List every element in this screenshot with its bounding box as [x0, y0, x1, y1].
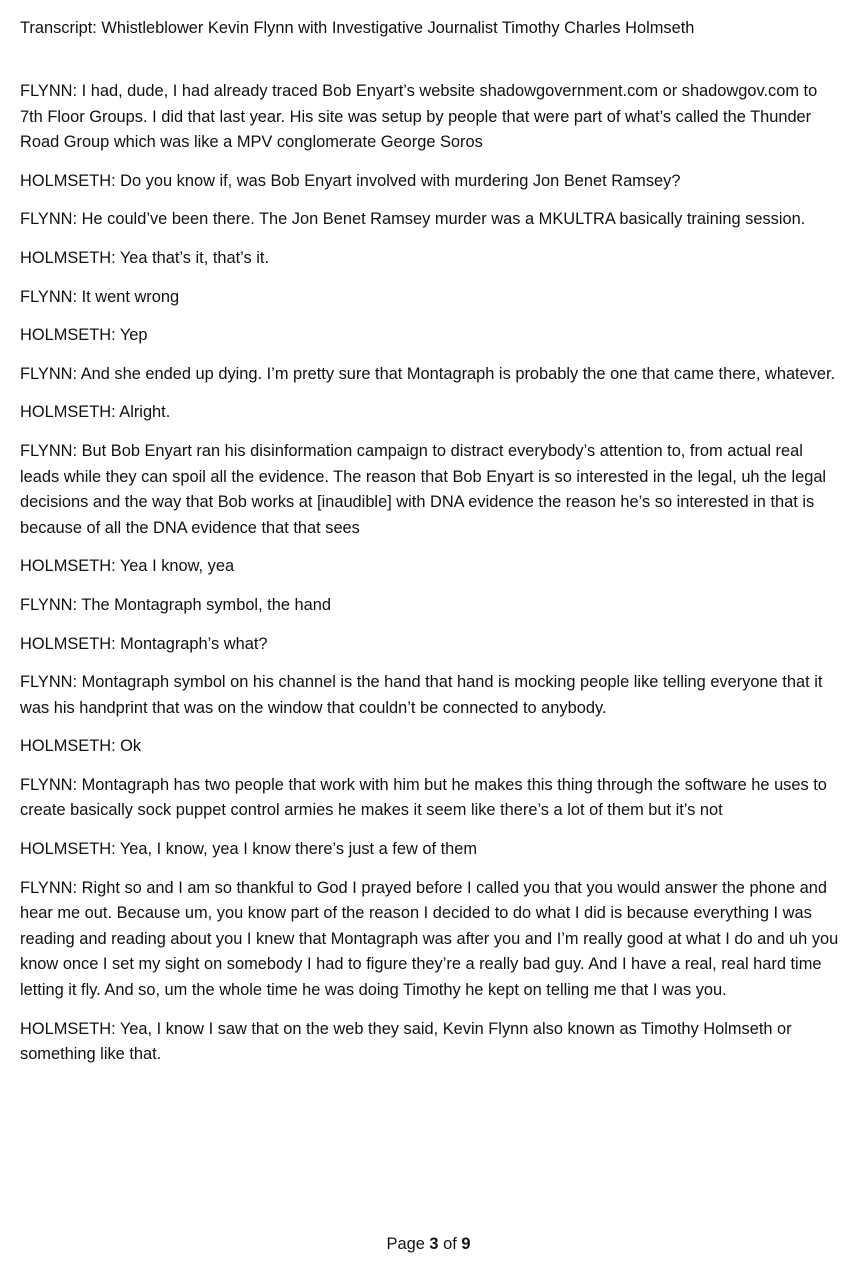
transcript-page — [20, 16, 842, 1081]
transcript-entry: HOLMSETH: Yep — [20, 326, 148, 345]
transcript-entry: HOLMSETH: Yea, I know I saw that on the web they said, Kevin Flynn also known as Timothy Holmseth or something like that. — [20, 1019, 792, 1064]
transcript-entry: FLYNN: Right so and I am so thankful to God I prayed before I called you that you would answer the phone and hear me out. Because um, you know part of the reason I decided to do what I did is because everything I was reading and reading about you I knew that Montagraph was after you and I’m really good at what I do and uh you know once I set my sight on somebody I had to figure they’re a really bad guy. And I have a real, real hard time letting it fly. And so, um the whole time he was doing Timothy he kept on telling me that I was you. — [20, 878, 839, 1000]
transcript-entry: FLYNN: I had, dude, I had already traced Bob Enyart’s website shadowgovernment.com or shadowgov.com to 7th Floor Groups. I did that last year. His site was setup by people that were part of what’s called the Thunder Road Group which was like a MPV conglomerate George Soros — [20, 82, 818, 152]
transcript-entry: FLYNN: Montagraph symbol on his channel is the hand that hand is mocking people like telling everyone that it was his handprint that was on the window that couldn’t be connected to anybody. — [20, 673, 823, 717]
transcript-entry: HOLMSETH: Do you know if, was Bob Enyart involved with murdering Jon Benet Ramsey? — [20, 171, 681, 190]
transcript-entry: HOLMSETH: Yea that’s it, that’s it. — [20, 248, 270, 267]
page-number-footer — [0, 1233, 857, 1255]
total-pages-number: 9 — [461, 1235, 471, 1253]
transcript-entry: FLYNN: The Montagraph symbol, the hand — [20, 595, 331, 614]
transcript-entry: HOLMSETH: Alright. — [20, 403, 171, 422]
transcript-entry: FLYNN: Montagraph has two people that work with him but he makes this thing through the software he uses to create basically sock puppet control armies he makes it seem like there’s a lot of them but it’s not — [20, 775, 827, 820]
current-page-number: 3 — [429, 1235, 439, 1253]
transcript-entry: FLYNN: And she ended up dying. I’m pretty sure that Montagraph is probably the one that came there, whatever. — [20, 364, 836, 383]
of-word: of — [443, 1235, 457, 1253]
transcript-entry: FLYNN: But Bob Enyart ran his disinformation campaign to distract everybody’s attention to, from actual real leads while they can spoil all the evidence. The reason that Bob Enyart is so interested in the legal, uh the legal decisions and the way that Bob works at [inaudible] with DNA evidence the reason he’s so interested in that is because of all the DNA evidence that that sees — [20, 441, 827, 537]
page-word: Page — [386, 1235, 425, 1253]
transcript-body — [20, 79, 842, 1068]
document-title: Transcript: Whistleblower Kevin Flynn with Investigative Journalist Timothy Charles Holmseth — [20, 19, 695, 37]
transcript-entry: FLYNN: He could’ve been there. The Jon Benet Ramsey murder was a MKULTRA basically training session. — [20, 210, 806, 229]
transcript-entry: HOLMSETH: Yea, I know, yea I know there’s just a few of them — [20, 840, 478, 859]
transcript-entry: HOLMSETH: Yea I know, yea — [20, 557, 235, 576]
transcript-entry: HOLMSETH: Ok — [20, 737, 142, 756]
transcript-entry: HOLMSETH: Montagraph’s what? — [20, 634, 268, 653]
transcript-entry: FLYNN: It went wrong — [20, 287, 180, 306]
